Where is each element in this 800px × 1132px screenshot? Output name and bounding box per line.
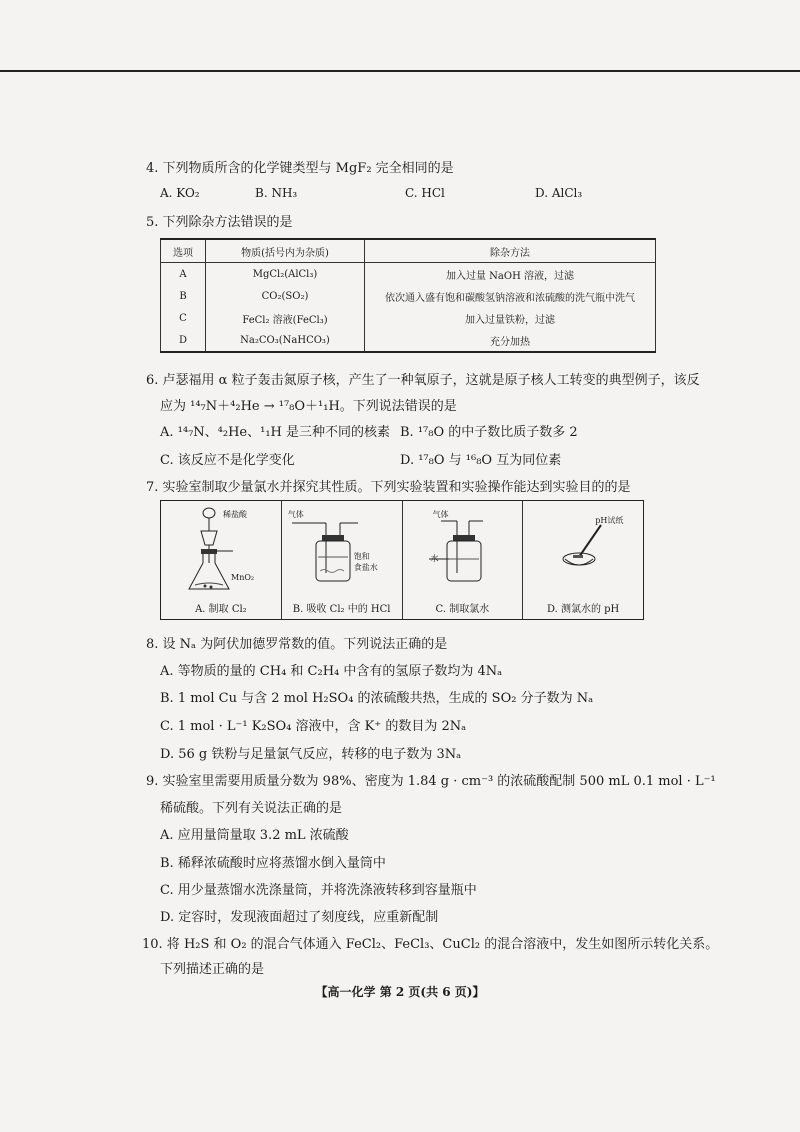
q7-panel-d (523, 501, 643, 619)
q7-caption-d: D. 测氯水的 pH (546, 604, 620, 615)
q6-option-d: D. ¹⁷₈O 与 ¹⁶₈O 互为同位素 (400, 453, 562, 468)
q7-caption-b: B. 吸收 Cl₂ 中的 HCl (292, 604, 391, 615)
q6-option-c: C. 该反应不是化学变化 (160, 453, 295, 468)
q5-cell-option: C (161, 307, 206, 329)
q7-label-gas: 气体 (287, 510, 304, 519)
q5-cell-substance: MgCl₂(AlCl₃) (206, 263, 365, 286)
q7-panel-a (161, 501, 282, 619)
q9-stem-line1: 9. 实验室里需要用质量分数为 98%、密度为 1.84 g · cm⁻³ 的浓硫酸配制 500 mL 0.1 mol · L⁻¹ (146, 774, 716, 789)
q5-cell-substance: CO₂(SO₂) (206, 285, 365, 307)
q9-option-d: D. 定容时，发现液面超过了刻度线，应重新配制 (160, 910, 439, 925)
q7-caption-c: C. 制取氯水 (435, 604, 490, 615)
q4-options (160, 186, 660, 202)
flask-apparatus-icon (161, 501, 281, 597)
q8-option-c: C. 1 mol · L⁻¹ K₂SO₄ 溶液中，含 K⁺ 的数目为 2Nₐ (160, 719, 467, 734)
q7-panel-b (282, 501, 403, 619)
q5-cell-substance: FeCl₂ 溶液(FeCl₃) (206, 307, 365, 329)
q7-label-saturated: 饱和 (353, 552, 370, 561)
q7-label-mno2: MnO₂ (231, 573, 255, 582)
table-row (161, 329, 656, 352)
q8-option-a: A. 等物质的量的 CH₄ 和 C₂H₄ 中含有的氢原子数均为 4Nₐ (160, 664, 503, 679)
q9-option-b: B. 稀释浓硫酸时应将蒸馏水倒入量筒中 (160, 856, 386, 871)
q5-cell-method: 加入过量铁粉，过滤 (365, 307, 656, 329)
q8-option-d: D. 56 g 铁粉与足量氯气反应，转移的电子数为 3Nₐ (160, 747, 462, 762)
q5-cell-substance: Na₂CO₃(NaHCO₃) (206, 329, 365, 352)
q7-label-hcl: 稀盐酸 (223, 510, 247, 519)
q7-caption-a: A. 制取 Cl₂ (195, 604, 247, 615)
q7-label-brine: 食盐水 (353, 563, 378, 572)
q9-option-c: C. 用少量蒸馏水洗涤量筒，并将洗涤液转移到容量瓶中 (160, 883, 477, 898)
q4-option-a: A. KO₂ (160, 186, 200, 200)
table-row (161, 263, 656, 286)
q5-cell-method: 充分加热 (365, 329, 656, 352)
header-rule (0, 70, 800, 72)
q5-cell-method: 依次通入盛有饱和碳酸氢钠溶液和浓硫酸的洗气瓶中洗气 (365, 285, 656, 307)
q6-option-a: A. ¹⁴₇N、⁴₂He、¹₁H 是三种不同的核素 (160, 425, 391, 440)
q5-table (160, 238, 656, 353)
gas-bottle-icon (403, 501, 523, 597)
q8-stem: 8. 设 Nₐ 为阿伏加德罗常数的值。下列说法正确的是 (146, 637, 448, 652)
table-row (161, 285, 656, 307)
q6-stem-line1: 6. 卢瑟福用 α 粒子轰击氮原子核，产生了一种氧原子，这就是原子核人工转变的典型例子，该反 (146, 373, 700, 388)
q4-stem: 4. 下列物质所含的化学键类型与 MgF₂ 完全相同的是 (146, 161, 454, 176)
q7-stem: 7. 实验室制取少量氯水并探究其性质。下列实验装置和实验操作能达到实验目的的是 (146, 480, 631, 495)
q5-header-method: 除杂方法 (365, 239, 656, 263)
q10-stem-line1: 10. 将 H₂S 和 O₂ 的混合气体通入 FeCl₂、FeCl₃、CuCl₂ 的混合溶液中，发生如图所示转化关系。 (142, 937, 719, 952)
ph-paper-icon (523, 501, 643, 597)
q5-cell-option: A (161, 263, 206, 286)
q4-option-b: B. NH₃ (255, 186, 298, 200)
page-footer: 【高一化学 第 2 页(共 6 页)】 (315, 985, 485, 999)
q7-label-water: 水 (430, 554, 439, 563)
q7-panel-c (403, 501, 524, 619)
q5-header-option: 选项 (161, 239, 206, 263)
q7-apparatus-panel (160, 500, 644, 620)
q7-label-gas-c: 气体 (432, 510, 449, 519)
q7-label-ph-paper: pH试纸 (595, 516, 624, 525)
table-row (161, 307, 656, 329)
q9-stem-line2: 稀硫酸。下列有关说法正确的是 (160, 801, 343, 816)
q5-cell-method: 加入过量 NaOH 溶液，过滤 (365, 263, 656, 286)
q5-stem: 5. 下列除杂方法错误的是 (146, 215, 293, 230)
q5-header-substance: 物质(括号内为杂质) (206, 239, 365, 263)
q5-header-row (161, 239, 656, 263)
q5-cell-option: B (161, 285, 206, 307)
q4-option-d: D. AlCl₃ (535, 186, 583, 200)
q9-option-a: A. 应用量筒量取 3.2 mL 浓硫酸 (160, 828, 349, 843)
q10-stem-line2: 下列描述正确的是 (160, 962, 265, 977)
q6-option-b: B. ¹⁷₈O 的中子数比质子数多 2 (400, 425, 578, 440)
q8-option-b: B. 1 mol Cu 与含 2 mol H₂SO₄ 的浓硫酸共热，生成的 SO₂ 分子数为 Nₐ (160, 691, 594, 706)
q4-option-c: C. HCl (405, 186, 445, 200)
q5-cell-option: D (161, 329, 206, 352)
q6-stem-line2: 应为 ¹⁴₇N＋⁴₂He → ¹⁷₈O＋¹₁H。下列说法错误的是 (160, 399, 457, 414)
